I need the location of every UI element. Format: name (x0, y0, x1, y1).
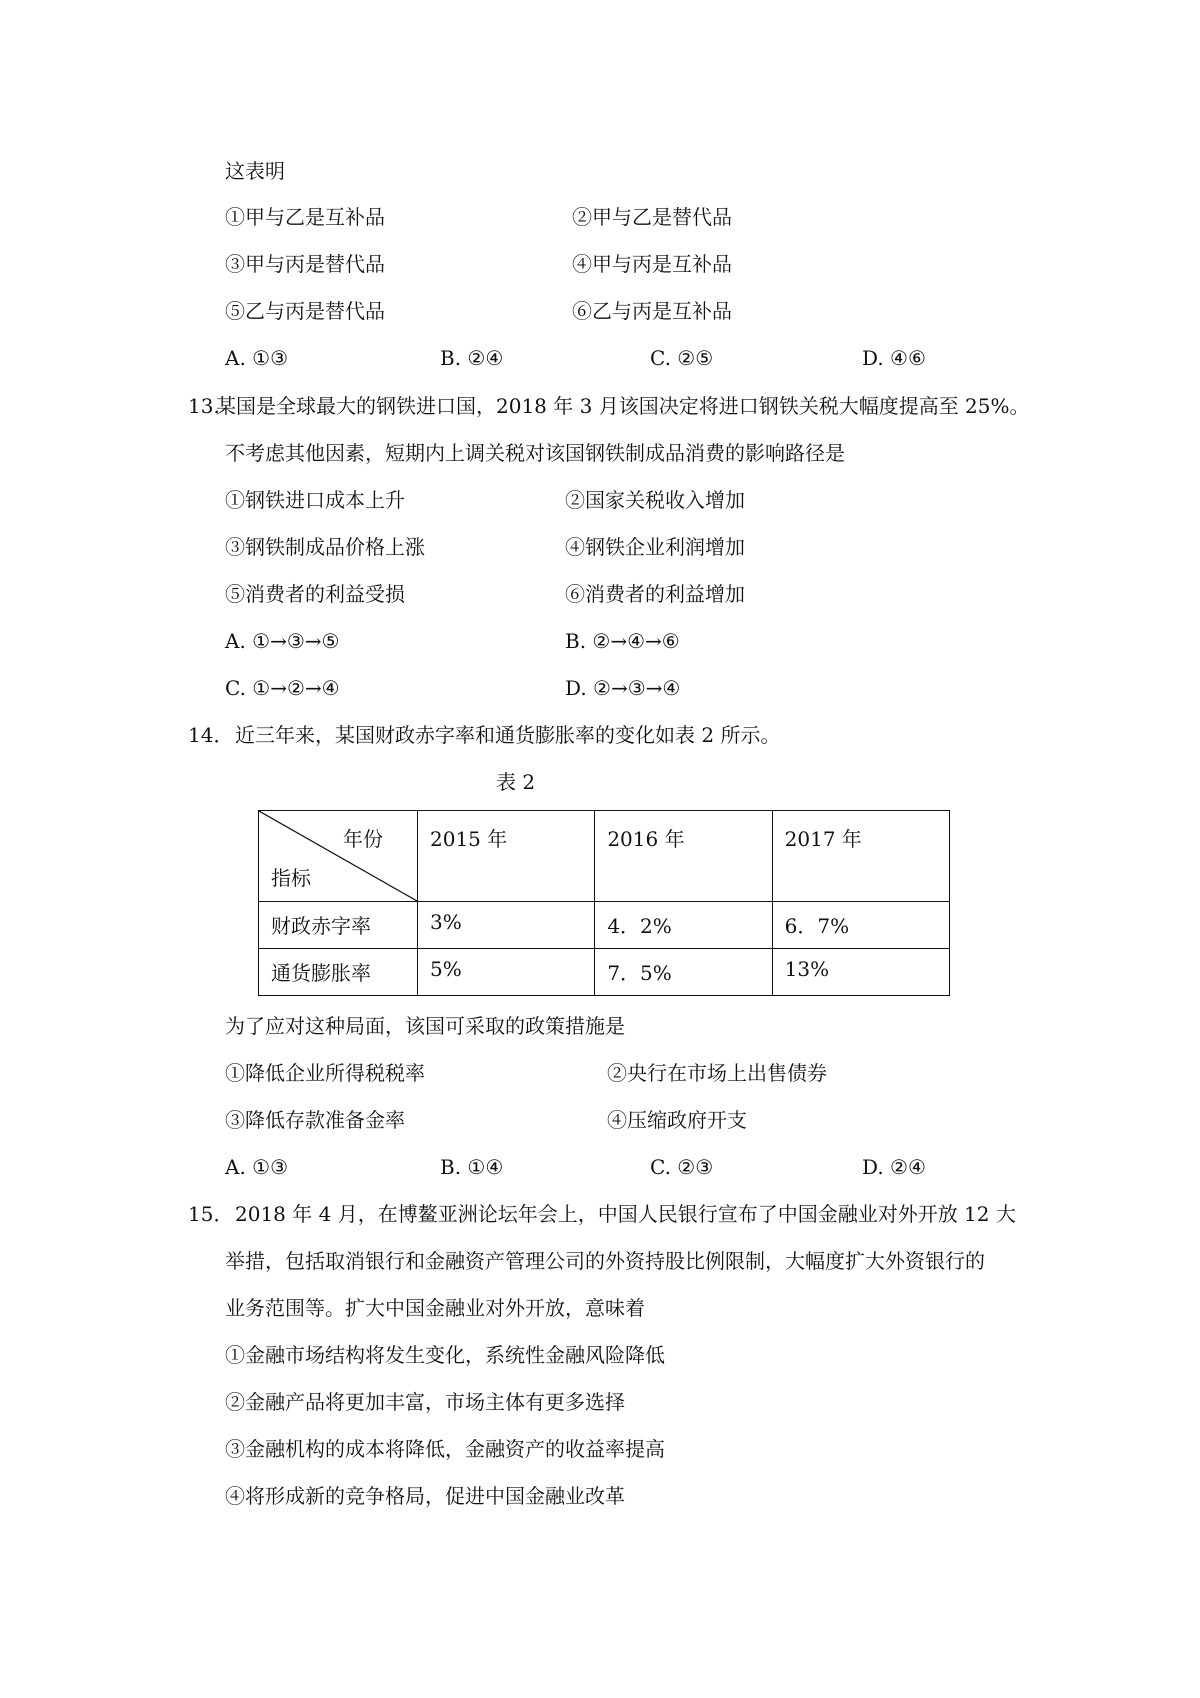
table-header-row (259, 811, 950, 902)
q15-option-2: ②金融产品将更加丰富，市场主体有更多选择 (225, 1390, 625, 1414)
q12-option-2: ②甲与乙是替代品 (572, 205, 732, 229)
corner-label-year: 年份 (343, 827, 383, 851)
row-label: 通货膨胀率 (259, 949, 418, 996)
q14-question: 为了应对这种局面，该国可采取的政策措施是 (225, 1014, 625, 1038)
q12-option-3: ③甲与丙是替代品 (225, 252, 385, 276)
q12-choice-a: A. ①③ (225, 346, 289, 370)
indicator-table (258, 810, 950, 996)
q12-option-5: ⑤乙与丙是替代品 (225, 299, 385, 323)
q12-option-1: ①甲与乙是互补品 (225, 205, 385, 229)
q13-option-2: ②国家关税收入增加 (565, 488, 745, 512)
q13-choice-b: B. ②→④→⑥ (565, 629, 680, 653)
q15-stem-line2: 举措，包括取消银行和金融资产管理公司的外资持股比例限制，大幅度扩大外资银行的 (225, 1249, 985, 1273)
q14-option-1: ①降低企业所得税税率 (225, 1061, 425, 1085)
q12-stem-end: 这表明 (225, 159, 285, 183)
table-cell: 13% (772, 949, 949, 996)
q13-option-1: ①钢铁进口成本上升 (225, 488, 405, 512)
q15-stem-line1: 2018 年 4 月，在博鳌亚洲论坛年会上，中国人民银行宣布了中国金融业对外开放 12 大 (235, 1202, 1016, 1226)
q12-choice-c: C. ②⑤ (650, 346, 714, 370)
table-cell: 3% (418, 902, 595, 949)
q14-stem: 近三年来，某国财政赤字率和通货膨胀率的变化如表 2 所示。 (235, 723, 781, 747)
q13-option-4: ④钢铁企业利润增加 (565, 535, 745, 559)
q14-option-3: ③降低存款准备金率 (225, 1108, 405, 1132)
q13-option-3: ③钢铁制成品价格上涨 (225, 535, 425, 559)
q13-stem-line1: 某国是全球最大的钢铁进口国，2018 年 3 月该国决定将进口钢铁关税大幅度提高至 25%。 (216, 394, 1030, 418)
q13-choice-c: C. ①→②→④ (225, 676, 340, 700)
q14-option-2: ②央行在市场上出售债券 (607, 1061, 827, 1085)
q14-choice-d: D. ②④ (862, 1155, 926, 1179)
q14-number: 14． (188, 723, 234, 747)
q13-option-5: ⑤消费者的利益受损 (225, 582, 405, 606)
q13-option-6: ⑥消费者的利益增加 (565, 582, 745, 606)
table-corner-cell (259, 811, 418, 902)
q12-choice-b: B. ②④ (440, 346, 504, 370)
q13-choice-a: A. ①→③→⑤ (225, 629, 340, 653)
q12-option-6: ⑥乙与丙是互补品 (572, 299, 732, 323)
table-cell: 6．7% (772, 902, 949, 949)
q14-choice-b: B. ①④ (440, 1155, 504, 1179)
table-cell: 7．5% (595, 949, 772, 996)
q12-option-4: ④甲与丙是互补品 (572, 252, 732, 276)
corner-label-indicator: 指标 (271, 866, 311, 890)
q15-option-3: ③金融机构的成本将降低，金融资产的收益率提高 (225, 1437, 665, 1461)
table-cell: 5% (418, 949, 595, 996)
q13-choice-d: D. ②→③→④ (565, 676, 681, 700)
table-cell: 4．2% (595, 902, 772, 949)
year-header: 2015 年 (418, 811, 595, 902)
q14-option-4: ④压缩政府开支 (607, 1108, 747, 1132)
year-header: 2016 年 (595, 811, 772, 902)
q14-choice-c: C. ②③ (650, 1155, 714, 1179)
table-row (259, 902, 950, 949)
q13-stem-line2: 不考虑其他因素，短期内上调关税对该国钢铁制成品消费的影响路径是 (225, 441, 845, 465)
row-label: 财政赤字率 (259, 902, 418, 949)
year-header: 2017 年 (772, 811, 949, 902)
q13-number: 13. (188, 394, 220, 418)
q12-choice-d: D. ④⑥ (862, 346, 926, 370)
table-caption: 表 2 (496, 770, 536, 794)
q15-number: 15． (188, 1202, 234, 1226)
q15-option-4: ④将形成新的竞争格局，促进中国金融业改革 (225, 1484, 625, 1508)
q14-choice-a: A. ①③ (225, 1155, 289, 1179)
q15-option-1: ①金融市场结构将发生变化，系统性金融风险降低 (225, 1343, 665, 1367)
q15-stem-line3: 业务范围等。扩大中国金融业对外开放，意味着 (225, 1296, 645, 1320)
table-row (259, 949, 950, 996)
